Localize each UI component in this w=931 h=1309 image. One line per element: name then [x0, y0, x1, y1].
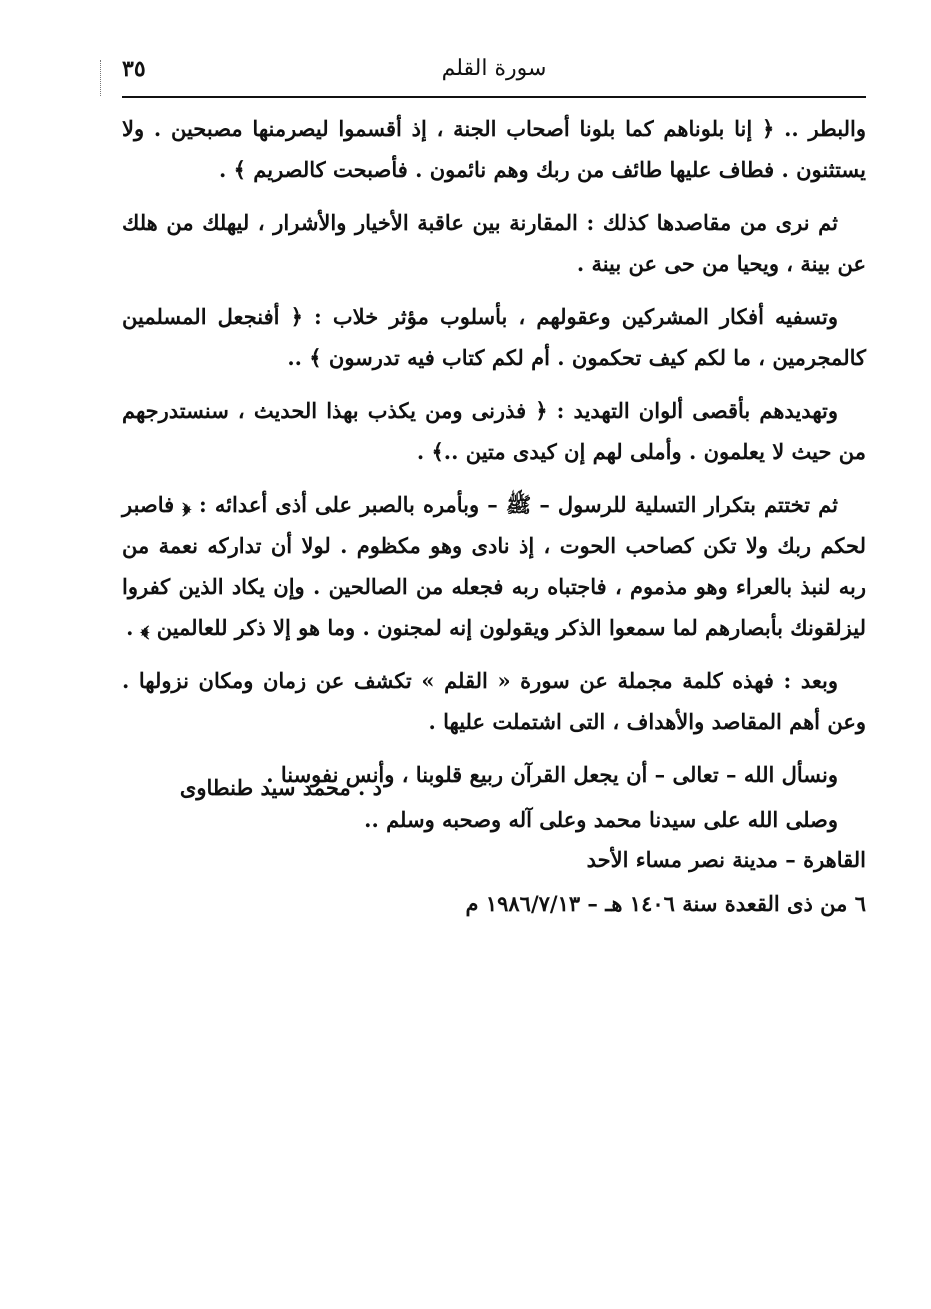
margin-mark [100, 60, 103, 96]
paragraph-consolation: ثم تختتم بتكرار التسلية للرسول – ﷺ – وبأمره بالصبر على أذى أعدائه : ﴿ فاصبر لحكم ربك ولا تكن كصاحب الحوت ، إذ نادى وهو مكظوم . لولا أن تداركه نعمة من ربه لنبذ بالعراء وهو مذموم ، فاجتباه ربه فجعله من الصالحين . وإن يكاد الذين كفروا ليزلقونك بأبصارهم لما سمعوا الذكر ويقولون إنه لمجنون . وما هو إلا ذكر للعالمين ﴾ . [122, 492, 866, 640]
page-header [122, 52, 866, 94]
paragraph-prayer: ونسأل الله – تعالى – أن يجعل القرآن ربيع قلوبنا ، وأنس نفوسنا . [266, 762, 838, 787]
place-line: القاهرة – مدينة نصر مساء الأحد [586, 847, 866, 872]
body-text [122, 108, 866, 844]
surah-title: سورة القلم [441, 56, 547, 81]
paragraph-trial-of-garden-owners: والبطر .. ﴿ إنا بلوناهم كما بلونا أصحاب الجنة ، إذ أقسموا ليصرمنها مصبحين . ولا يستثنون . فطاف عليها طائف من ربك وهم نائمون . فأصبحت كالصريم ﴾ . [122, 116, 866, 182]
paragraph-comparison: ثم نرى من مقاصدها كذلك : المقارنة بين عاقبة الأخيار والأشرار ، ليهلك من هلك عن بينة ، ويحيا من حى عن بينة . [122, 210, 866, 276]
paragraph-threat: وتهديدهم بأقصى ألوان التهديد : ﴿ فذرنى ومن يكذب بهذا الحديث ، سنستدرجهم من حيث لا يعلمون . وأملى لهم إن كيدى متين ..﴾ . [122, 398, 866, 464]
paragraph-refuting-polytheists: وتسفيه أفكار المشركين وعقولهم ، بأسلوب مؤثر خلاب : ﴿ أفنجعل المسلمين كالمجرمين ، ما لكم كيف تحكمون . أم لكم كتاب فيه تدرسون ﴾ .. [122, 304, 866, 370]
paragraph-blessing: وصلى الله على سيدنا محمد وعلى آله وصحبه وسلم .. [364, 807, 838, 832]
place-and-date [330, 838, 866, 926]
date-line: ٦ من ذى القعدة سنة ١٤٠٦ هـ – ١٩٨٦/٧/١٣ م [465, 891, 866, 916]
header-divider [122, 96, 866, 98]
paragraph-summary: وبعد : فهذه كلمة مجملة عن سورة « القلم » تكشف عن زمان ومكان نزولها . وعن أهم المقاصد والأهداف ، التى اشتملت عليها . [122, 668, 866, 734]
author-signature: د . محمد سيد طنطاوى [179, 775, 382, 800]
page-number: ٣٥ [122, 56, 146, 82]
